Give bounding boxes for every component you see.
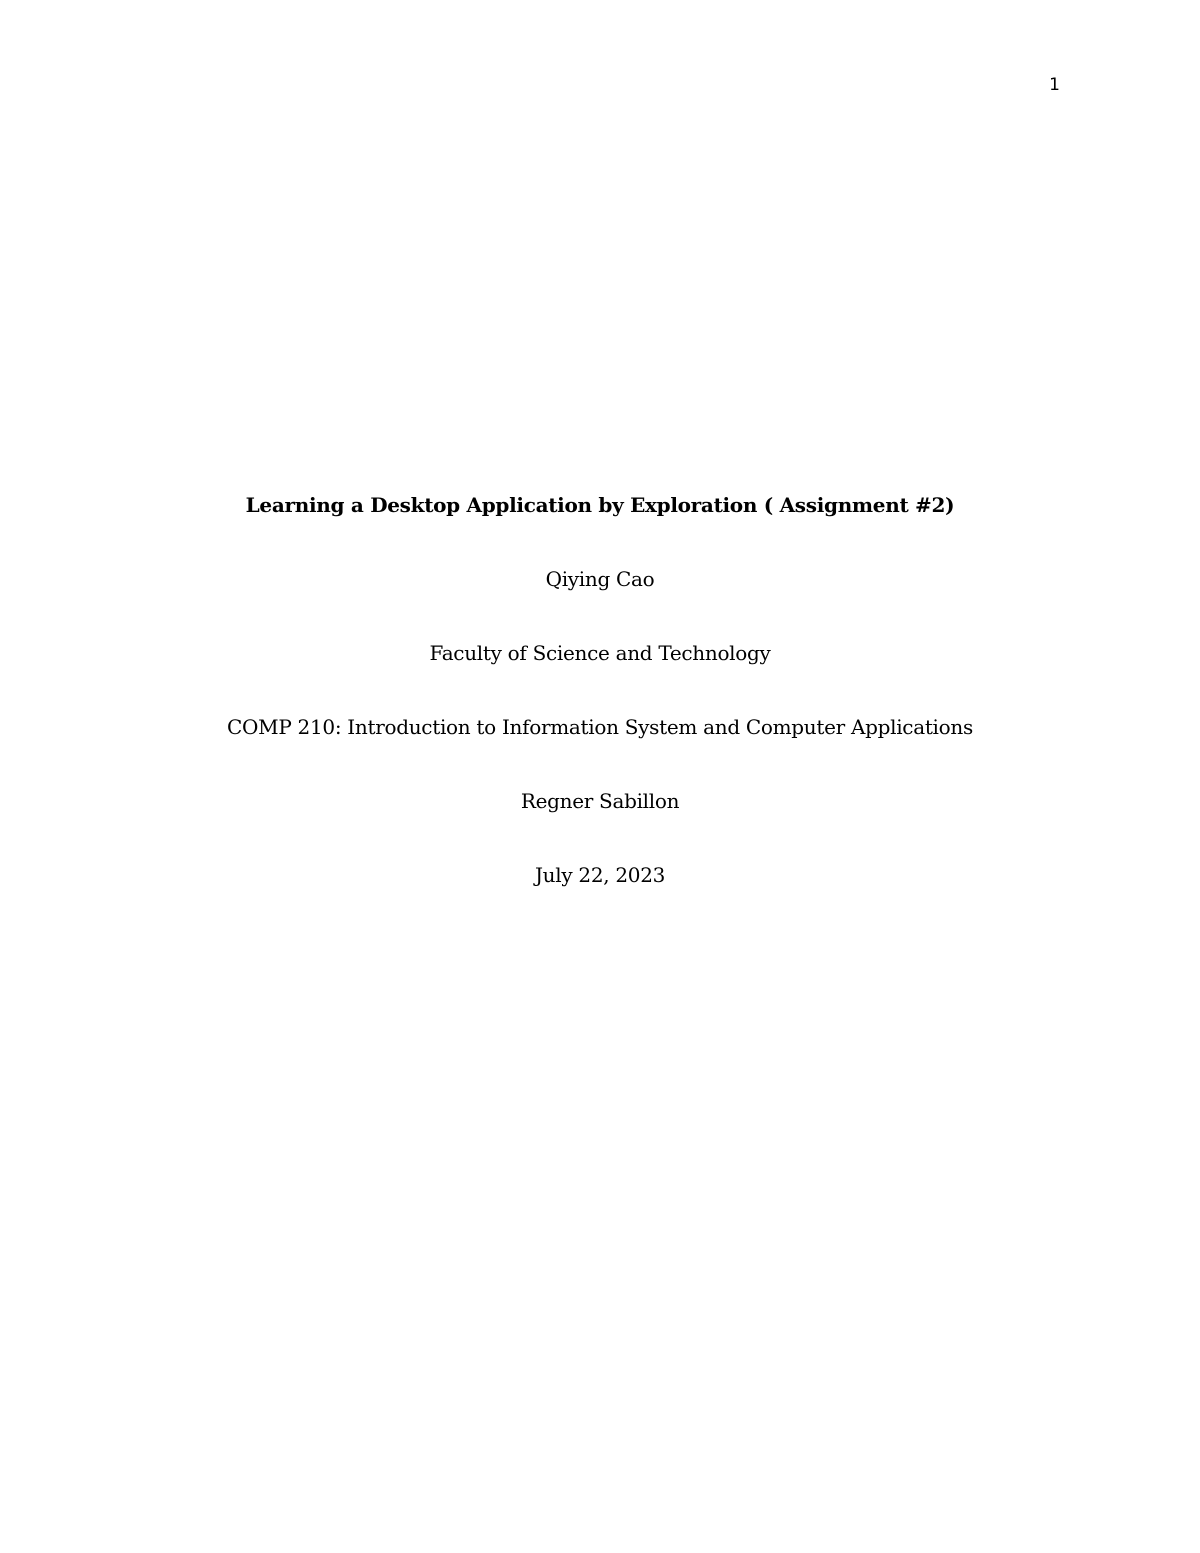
submission-date: July 22, 2023 <box>534 863 666 887</box>
document-title: Learning a Desktop Application by Exploration ( Assignment #2) <box>245 493 955 517</box>
faculty-name: Faculty of Science and Technology <box>429 641 771 665</box>
author-name: Qiying Cao <box>545 567 655 591</box>
instructor-name: Regner Sabillon <box>520 789 680 813</box>
title-block <box>0 490 1200 934</box>
page-number: 1 <box>1049 75 1060 95</box>
course-name: COMP 210: Introduction to Information System and Computer Applications <box>227 715 973 739</box>
